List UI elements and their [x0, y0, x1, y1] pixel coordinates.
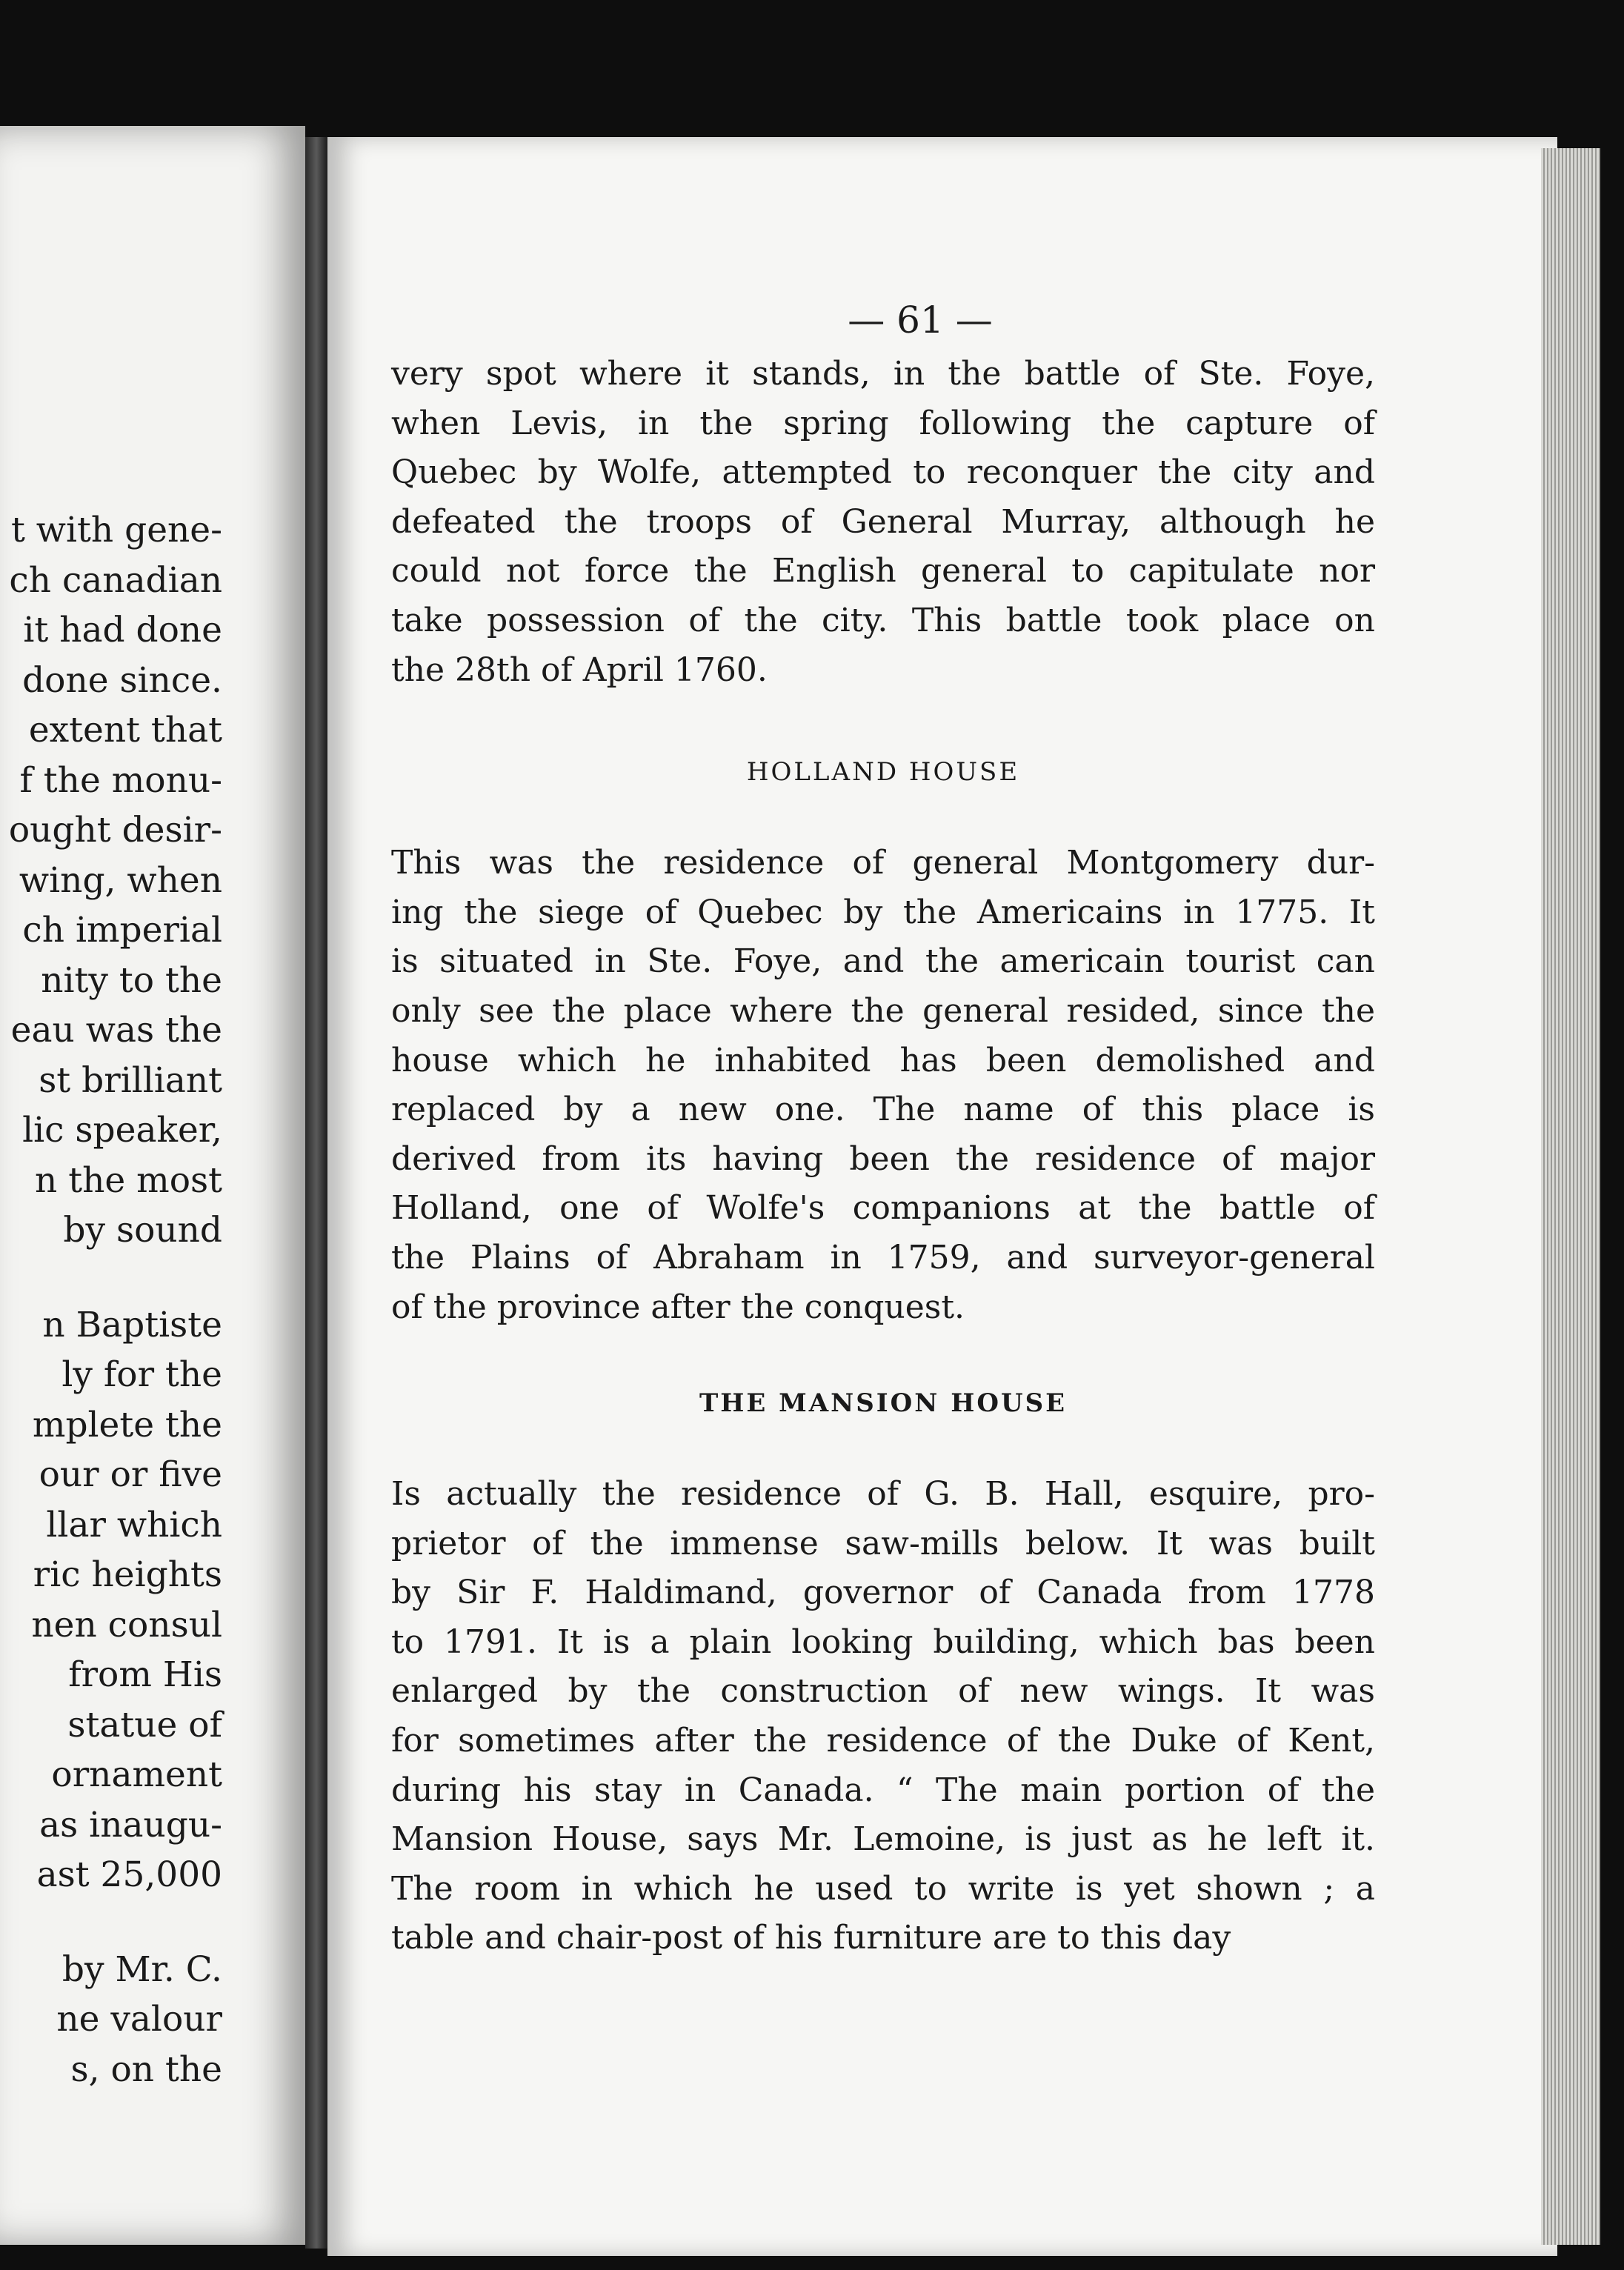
left-text-line: by Mr. C.	[61, 1948, 222, 1990]
text-line: Mansion House, says Mr. Lemoine, is just as he left it.	[391, 1820, 1375, 1859]
left-text-line: ne valour	[56, 1999, 222, 2040]
left-text-line: ast 25,000	[36, 1854, 222, 1895]
text-line: could not force the English general to capitulate nor	[391, 552, 1375, 590]
left-text-line: nen consul	[31, 1604, 222, 1645]
text-line: Holland, one of Wolfe's companions at the battle of	[391, 1189, 1375, 1228]
left-text-line: done since.	[22, 659, 222, 701]
left-text-line	[0, 1256, 222, 1300]
left-text-line: extent that	[28, 710, 222, 750]
left-text-line: f the monu-	[19, 759, 222, 801]
text-line: of the province after the conquest.	[391, 1288, 965, 1326]
text-line: The room in which he used to write is yet shown ; a	[391, 1869, 1375, 1908]
left-text-line: s, on the	[70, 2048, 222, 2090]
left-text-line: lic speaker,	[22, 1110, 222, 1151]
left-text-line: by sound	[63, 1210, 222, 1251]
left-text-line: ly for the	[61, 1354, 222, 1395]
page-edges	[1541, 148, 1600, 2245]
heading-holland-house: HOLLAND HOUSE	[746, 757, 1020, 788]
text-line: Is actually the residence of G. B. Hall, esquire, pro-	[391, 1475, 1375, 1514]
text-line: take possession of the city. This battle took place on	[391, 601, 1375, 639]
left-text-line: ought desir-	[8, 810, 222, 851]
left-text-line: wing, when	[19, 859, 222, 901]
text-line: This was the residence of general Montgomery dur-	[391, 844, 1375, 882]
text-line: Quebec by Wolfe, attempted to reconquer the city and	[391, 453, 1375, 492]
left-text-line: mplete the	[32, 1404, 222, 1445]
paragraph-mansion-house	[391, 1470, 1375, 1963]
left-text-line: st brilliant	[39, 1059, 222, 1101]
left-text-line: n the most	[35, 1159, 222, 1201]
left-text-line: nity to the	[41, 959, 222, 1001]
text-line: replaced by a new one. The name of this place is	[391, 1091, 1375, 1129]
left-page-text	[0, 505, 222, 2094]
text-line: house which he inhabited has been demolished and	[391, 1041, 1375, 1079]
text-line: derived from its having been the residence of major	[391, 1139, 1375, 1178]
left-text-line: eau was the	[10, 1010, 222, 1051]
left-text-line: statue of	[67, 1704, 222, 1745]
book-gutter	[305, 137, 327, 2249]
paragraph-holland-house	[391, 839, 1375, 1332]
text-line: enlarged by the construction of new wings. It was	[391, 1672, 1375, 1711]
left-text-line: from His	[68, 1654, 222, 1695]
paragraph-ste-foye	[391, 350, 1375, 695]
left-text-line: our or five	[39, 1454, 222, 1495]
text-line: to 1791. It is a plain looking building, which bas been	[391, 1622, 1375, 1661]
left-text-line: it had done	[23, 610, 222, 650]
left-text-line: as inaugu-	[39, 1804, 222, 1845]
left-page	[0, 126, 305, 2245]
text-line: during his stay in Canada. “ The main portion of the	[391, 1771, 1375, 1809]
text-line: very spot where it stands, in the battle of Ste. Foye,	[391, 355, 1375, 393]
left-text-line: ric heights	[33, 1554, 222, 1595]
text-line: the 28th of April 1760.	[391, 650, 768, 689]
text-line: the Plains of Abraham in 1759, and surveyor-general	[391, 1238, 1375, 1277]
text-line: ing the siege of Quebec by the Americains in 1775. It	[391, 893, 1375, 931]
page-content	[391, 290, 1375, 1963]
left-text-line	[0, 1900, 222, 1945]
text-line: when Levis, in the spring following the capture of	[391, 404, 1375, 442]
left-text-line: ornament	[51, 1754, 222, 1795]
text-line: by Sir F. Haldimand, governor of Canada from 1778	[391, 1574, 1375, 1612]
left-text-line: llar which	[46, 1504, 222, 1545]
page-number: — 61 —	[848, 299, 993, 342]
text-line: table and chair-post of his furniture are to this day	[391, 1919, 1231, 1957]
text-line: defeated the troops of General Murray, although he	[391, 502, 1375, 541]
text-line: only see the place where the general resided, since the	[391, 991, 1375, 1030]
left-text-line: ch imperial	[22, 910, 222, 951]
text-line: is situated in Ste. Foye, and the americain tourist can	[391, 942, 1375, 981]
left-text-line: t with gene-	[10, 510, 222, 550]
text-line: for sometimes after the residence of the Duke of Kent,	[391, 1722, 1375, 1760]
text-line: prietor of the immense saw-mills below. It was built	[391, 1524, 1375, 1562]
left-text-line: ch canadian	[9, 559, 222, 601]
heading-mansion-house: THE MANSION HOUSE	[699, 1388, 1068, 1419]
left-text-line: n Baptiste	[42, 1304, 222, 1345]
